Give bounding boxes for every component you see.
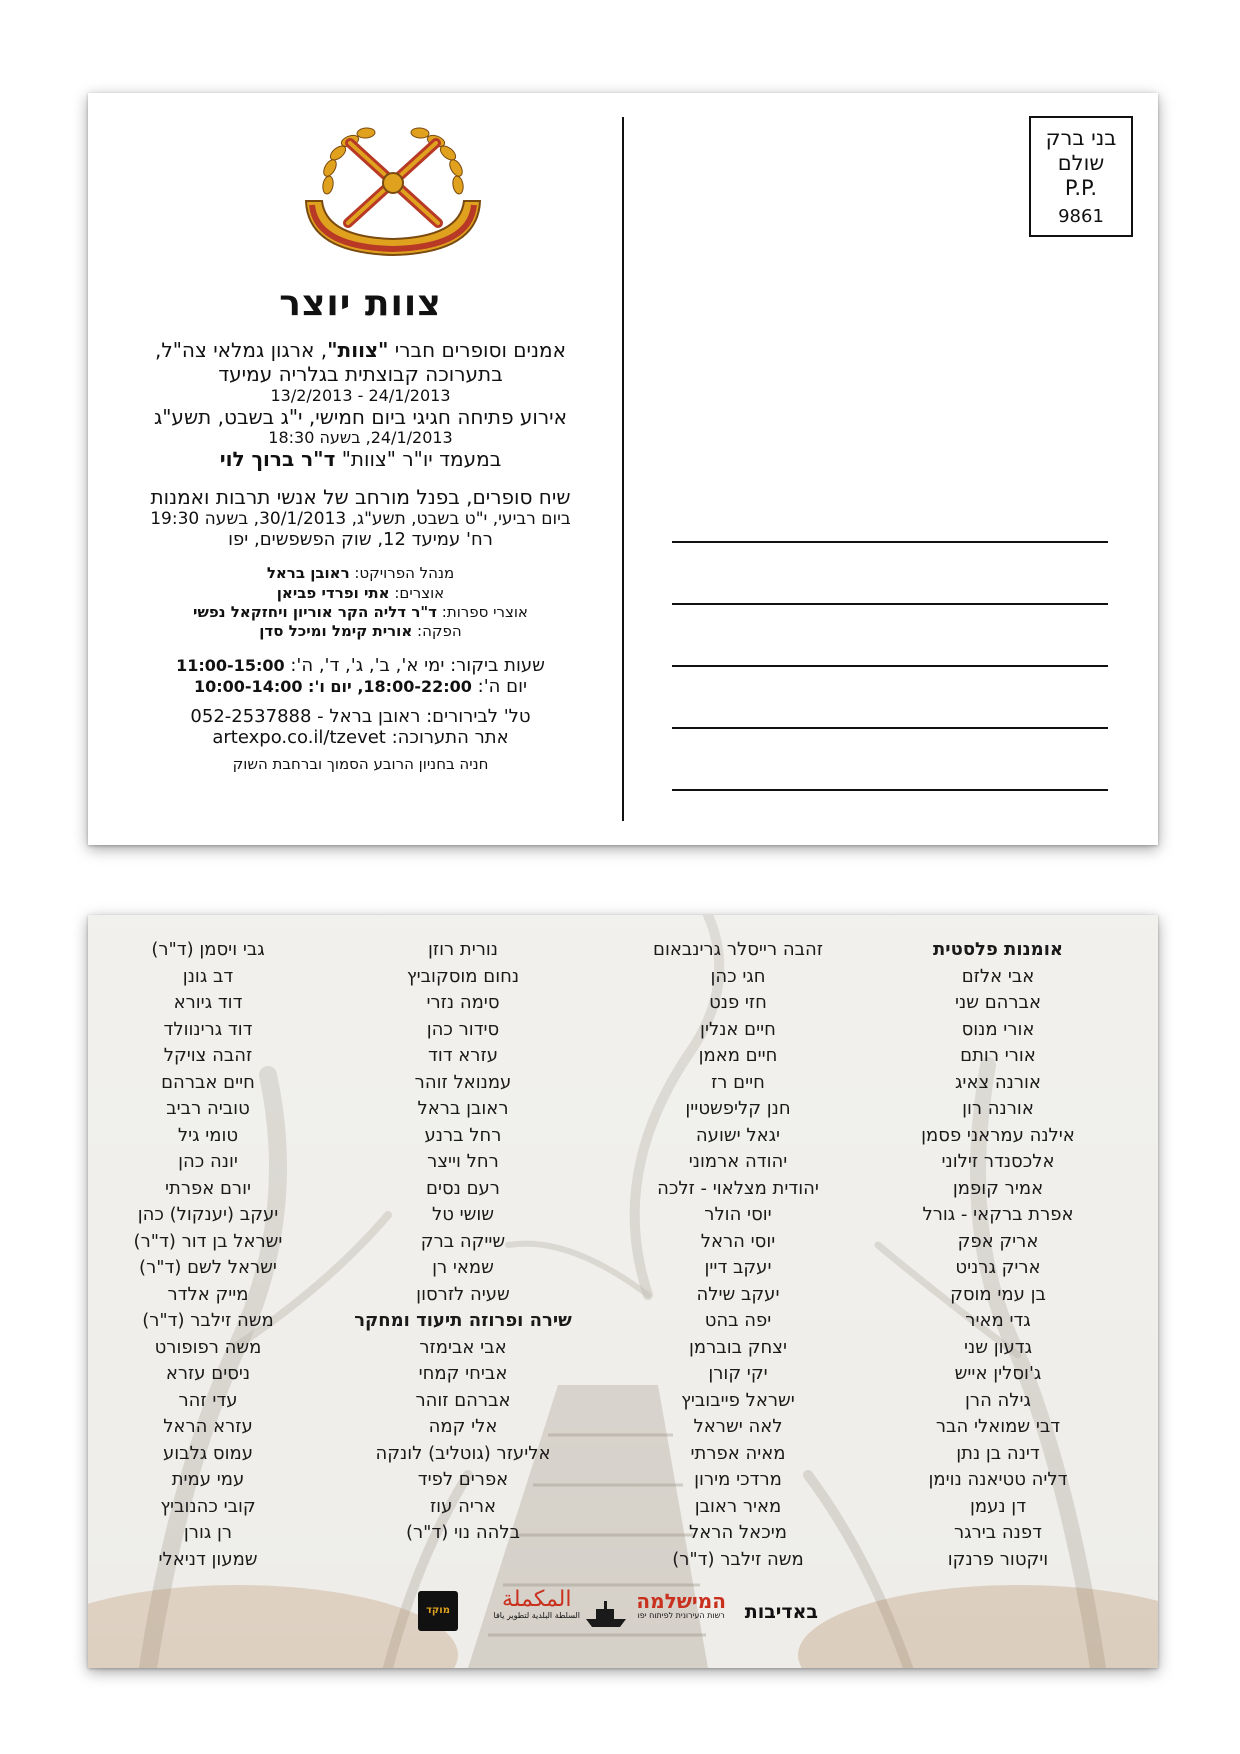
artist-name: רעם נסים: [426, 1177, 500, 1199]
sponsor-courtesy-label: באדיבות: [744, 1601, 818, 1623]
artist-name: ניסים עזרא: [165, 1363, 251, 1384]
mokad-logo-text: מוקד: [426, 1605, 450, 1616]
credit-label: אוצרים:: [389, 583, 445, 602]
presence-line: [108, 448, 613, 472]
artist-name: נורית רוזן: [427, 939, 499, 960]
artist-name: חיים אנלין: [700, 1018, 776, 1040]
hours-value: 11:00-15:00: [176, 656, 285, 676]
artist-name: אברהם שני: [954, 992, 1041, 1013]
credit-label: הפקה:: [412, 622, 462, 641]
credit-literature: [108, 603, 613, 622]
artist-name: בן עמי מוסק: [950, 1283, 1046, 1305]
credit-production: [108, 622, 613, 641]
artist-name: דינה בן נתן: [956, 1442, 1040, 1464]
artist-name: מייק אלדר: [167, 1283, 249, 1305]
credit-value: אתי ופרדי פביאן: [276, 583, 390, 602]
talk-line-2: ביום רביעי, י"ט בשבט, תשע"ג, 30/1/2013, בשעה 19:30: [150, 509, 571, 530]
artist-name: שמעון דניאלי: [158, 1548, 258, 1570]
exhibition-dates: 13/2/2013 - 24/1/2013: [270, 385, 451, 405]
hours-prefix: שעות ביקור: ימי א', ב', ג', ד', ה':: [284, 655, 545, 677]
credit-curators: [108, 584, 613, 603]
artist-name: עמנואל זוהר: [414, 1071, 512, 1093]
artist-name: אריה עוז: [429, 1495, 497, 1517]
artist-name: משה רפופורט: [154, 1336, 262, 1358]
mishelma-subtitle: רשות העירונית לפיתוח יפו: [637, 1611, 725, 1620]
hours-prefix: יום ה':: [471, 676, 527, 698]
intro-line-2: בתערוכה קבוצתית בגלריה עמיעד: [218, 362, 503, 387]
artist-name: טוביה רביב: [166, 1098, 250, 1119]
artist-name: דפנה בירגר: [954, 1522, 1042, 1543]
artist-name: שעיה לזרסון: [416, 1283, 510, 1305]
artist-name: אברהם זוהר: [415, 1389, 511, 1411]
hours-value: 18:00-22:00, יום ו': 10:00-14:00: [193, 677, 472, 697]
artist-name: אלכסנדר זילוני: [941, 1151, 1055, 1172]
artist-name: גדעון שני: [963, 1336, 1033, 1358]
opening-line-1: אירוע פתיחה חגיגי ביום חמישי, י"ג בשבט, תשע"ג: [153, 404, 568, 429]
artist-name: חגי כהן: [710, 965, 766, 987]
artist-name: שמאי רן: [432, 1257, 494, 1278]
artist-name: אמיר קופמן: [952, 1177, 1044, 1199]
stamp-city: בני ברק: [1045, 126, 1117, 150]
artist-name: סידור כהן: [426, 1018, 500, 1040]
address-line: [672, 727, 1108, 729]
talk-line-3: רח' עמיעד 12, שוק הפשפשים, יפו: [228, 529, 493, 551]
artist-name: לאה ישראל: [693, 1416, 783, 1437]
artist-name: יונה כהן: [178, 1151, 238, 1172]
credit-label: מנהל הפרויקט:: [349, 564, 455, 583]
opening-line-2: 24/1/2013, בשעה 18:30: [268, 428, 453, 448]
artist-name: רחל ברנע: [424, 1124, 502, 1146]
artist-name: יפה בהט: [704, 1310, 772, 1331]
intro-prefix: אמנים וסופרים חברי: [388, 338, 566, 363]
postcard-front: [88, 93, 1158, 845]
artist-name: אריק גרניט: [955, 1257, 1041, 1278]
artist-name: סימה נזרי: [426, 992, 500, 1013]
mukamela-title: المكملة: [502, 1587, 572, 1612]
section-heading-plastic-arts: אומנות פלסטית: [933, 939, 1063, 960]
artist-name: שושי טל: [431, 1204, 495, 1225]
artist-name: חזי פנט: [709, 992, 767, 1013]
artist-name: יגאל ישועה: [695, 1124, 781, 1146]
artist-name: חיים מאמן: [698, 1045, 778, 1066]
artist-name: אביחי קמחי: [418, 1363, 508, 1384]
artist-name: עזרא דוד: [428, 1045, 498, 1066]
credit-label: אוצרי ספרות:: [437, 602, 528, 621]
ship-icon: [584, 1599, 628, 1629]
artist-name: עדי זהר: [178, 1389, 238, 1411]
parking-note: חניה בחניון הרובע הסמוך וברחבת השוק: [232, 755, 489, 774]
intro-org: "צוות": [327, 338, 389, 363]
artist-name: יעקב דיין: [704, 1257, 772, 1278]
artist-name: אפרת ברקאי - גורל: [922, 1204, 1074, 1225]
artist-name: יוסי הראל: [700, 1230, 776, 1252]
talk-line-1: שיח סופרים, בפנל מורחב של אנשי תרבות ואמנות: [150, 484, 571, 509]
artist-name: אורנה רון: [962, 1098, 1034, 1119]
invitation-text: [108, 283, 613, 774]
artist-name: ויקטור פרנקו: [947, 1548, 1049, 1570]
phone-line: טל' לבירורים: ראובן בראל - 052-2537888: [190, 705, 531, 727]
artist-name: אילנה עמראני פסמן: [921, 1124, 1075, 1146]
artist-name: מאיר ראובן: [694, 1495, 782, 1517]
artist-name: עמי עמית: [171, 1469, 245, 1490]
artist-name: אריק אפק: [957, 1230, 1039, 1252]
mokad-logo: [418, 1591, 458, 1631]
artist-name: חיים אברהם: [161, 1071, 255, 1093]
artist-name: גדי מאיר: [965, 1310, 1031, 1331]
artist-name: מאיה אפרתי: [690, 1442, 786, 1464]
artist-name: זהבה צויקל: [163, 1045, 253, 1066]
artists-column-3: [343, 937, 583, 1547]
artists-column-1: [878, 937, 1118, 1573]
postcard-back: [88, 915, 1158, 1668]
name-list: [618, 937, 858, 1573]
artist-name: יעקב שילה: [696, 1283, 780, 1305]
hours-line-2: [108, 676, 613, 697]
artist-name: יקי קורן: [708, 1363, 768, 1384]
name-list: [343, 1335, 583, 1547]
artist-name: זהבה רייסלר גרינבאום: [653, 939, 823, 960]
artist-name: יעקב (יענקול) כהן: [137, 1204, 279, 1225]
credit-value: אורית קימל ומיכל סדן: [259, 622, 413, 641]
artist-name: דוד גרינוולד: [163, 1018, 253, 1040]
address-line: [672, 603, 1108, 605]
artist-name: דב גונן: [182, 965, 234, 987]
artist-name: ישראל פייבוביץ: [681, 1389, 795, 1411]
artist-name: דוד גיורא: [173, 992, 243, 1013]
artist-name: יוסי הולר: [704, 1204, 772, 1225]
artist-name: עמוס גלבוע: [162, 1442, 254, 1464]
artist-name: חיים רז: [711, 1071, 765, 1093]
artist-name: אבי אבימזר: [419, 1336, 507, 1358]
artist-name: גילה הרן: [965, 1389, 1031, 1411]
name-list: [88, 937, 328, 1573]
artist-name: אפרים לפיד: [417, 1469, 509, 1490]
artist-name: שייקה ברק: [420, 1230, 506, 1252]
artist-name: קובי כהנוביץ: [160, 1495, 256, 1517]
artists-column-4: [88, 937, 328, 1573]
artist-name: משה זילבר (ד"ר): [142, 1310, 274, 1331]
artist-name: דן נעמן: [969, 1495, 1027, 1517]
artist-name: טומי גיל: [177, 1124, 239, 1146]
mishelma-title: המישלמה: [636, 1589, 726, 1613]
artist-name: אורי רותם: [960, 1045, 1036, 1066]
name-list: [343, 937, 583, 1308]
intro-suffix: , ארגון גמלאי צה"ל,: [155, 338, 328, 363]
site-link[interactable]: artexpo.co.il/tzevet: [212, 726, 386, 748]
artist-name: חנן קליפשטיין: [685, 1098, 791, 1119]
artist-name: אורנה צאיג: [955, 1071, 1041, 1093]
stamp-pp: P.P.: [1064, 176, 1098, 201]
name-list: [878, 964, 1118, 1574]
credit-value: ד"ר דליה הקר אוריון ויחזקאל נפשי: [193, 602, 438, 621]
artist-name: יהודה ארמוני: [688, 1151, 788, 1172]
artist-name: ישראל לשם (ד"ר): [139, 1257, 277, 1278]
artist-name: ראובן בראל: [417, 1098, 509, 1119]
artist-name: דליה טטיאנה נוימן: [928, 1469, 1068, 1490]
artist-name: אליעזר (גוטליב) לונקה: [375, 1442, 551, 1464]
credit-value: ראובן בראל: [266, 564, 350, 583]
site-line: [108, 727, 613, 748]
artist-name: אורי מנוס: [961, 1018, 1035, 1040]
artist-name: מיכאל הראל: [689, 1522, 787, 1543]
artist-name: נחום מוסקוביץ: [406, 965, 520, 987]
presence-name: ד"ר ברוך לוי: [219, 447, 336, 471]
mukamela-subtitle: السلطة البلدية لتطوير يافا: [493, 1611, 580, 1620]
address-line: [672, 789, 1108, 791]
artist-name: עזרא הראל: [163, 1416, 253, 1437]
mukamela-logo: [494, 1589, 580, 1621]
artist-name: יהודית מצלאוי - זלכה: [657, 1177, 819, 1199]
page-title: צוות יוצר: [279, 283, 442, 324]
stamp-number: 9861: [1058, 205, 1104, 227]
artist-name: אבי אלזם: [961, 965, 1035, 987]
site-label: אתר התערוכה:: [385, 726, 509, 748]
hours-line-1: [108, 655, 613, 676]
section-heading-literature: שירה ופרוזה תיעוד ומחקר: [354, 1310, 572, 1331]
card-divider: [622, 117, 624, 821]
artist-name: גבי ויסמן (ד"ר): [151, 939, 265, 960]
sponsors-strip: [418, 1585, 818, 1645]
artist-name: מרדכי מירון: [694, 1469, 782, 1490]
presence-prefix: במעמד יו"ר "צוות": [335, 447, 502, 471]
artist-name: יורם אפרתי: [164, 1177, 252, 1199]
address-line: [672, 541, 1108, 543]
artist-name: בלהה נוי (ד"ר): [405, 1522, 521, 1543]
idf-veterans-emblem-icon: [288, 113, 498, 263]
address-line: [672, 665, 1108, 667]
credit-manager: [108, 564, 613, 583]
credits-list: [108, 564, 613, 641]
mishelma-logo: [636, 1591, 726, 1621]
artists-column-2: [618, 937, 858, 1573]
artist-name: ישראל בן דור (ד"ר): [133, 1230, 283, 1252]
intro-line: [108, 339, 613, 363]
postage-stamp-box: [1029, 116, 1133, 237]
artist-name: ג'וסלין אייש: [954, 1363, 1042, 1384]
artist-name: דבי שמואלי הבר: [935, 1416, 1061, 1437]
artist-name: רן גורן: [183, 1522, 233, 1543]
stamp-paid: שולם: [1057, 151, 1105, 176]
artist-name: רחל וייצר: [427, 1151, 499, 1172]
artist-name: משה זילבר (ד"ר): [672, 1548, 804, 1570]
artist-name: יצחק בוברמן: [689, 1336, 787, 1358]
artist-name: אלי קמה: [428, 1416, 498, 1437]
